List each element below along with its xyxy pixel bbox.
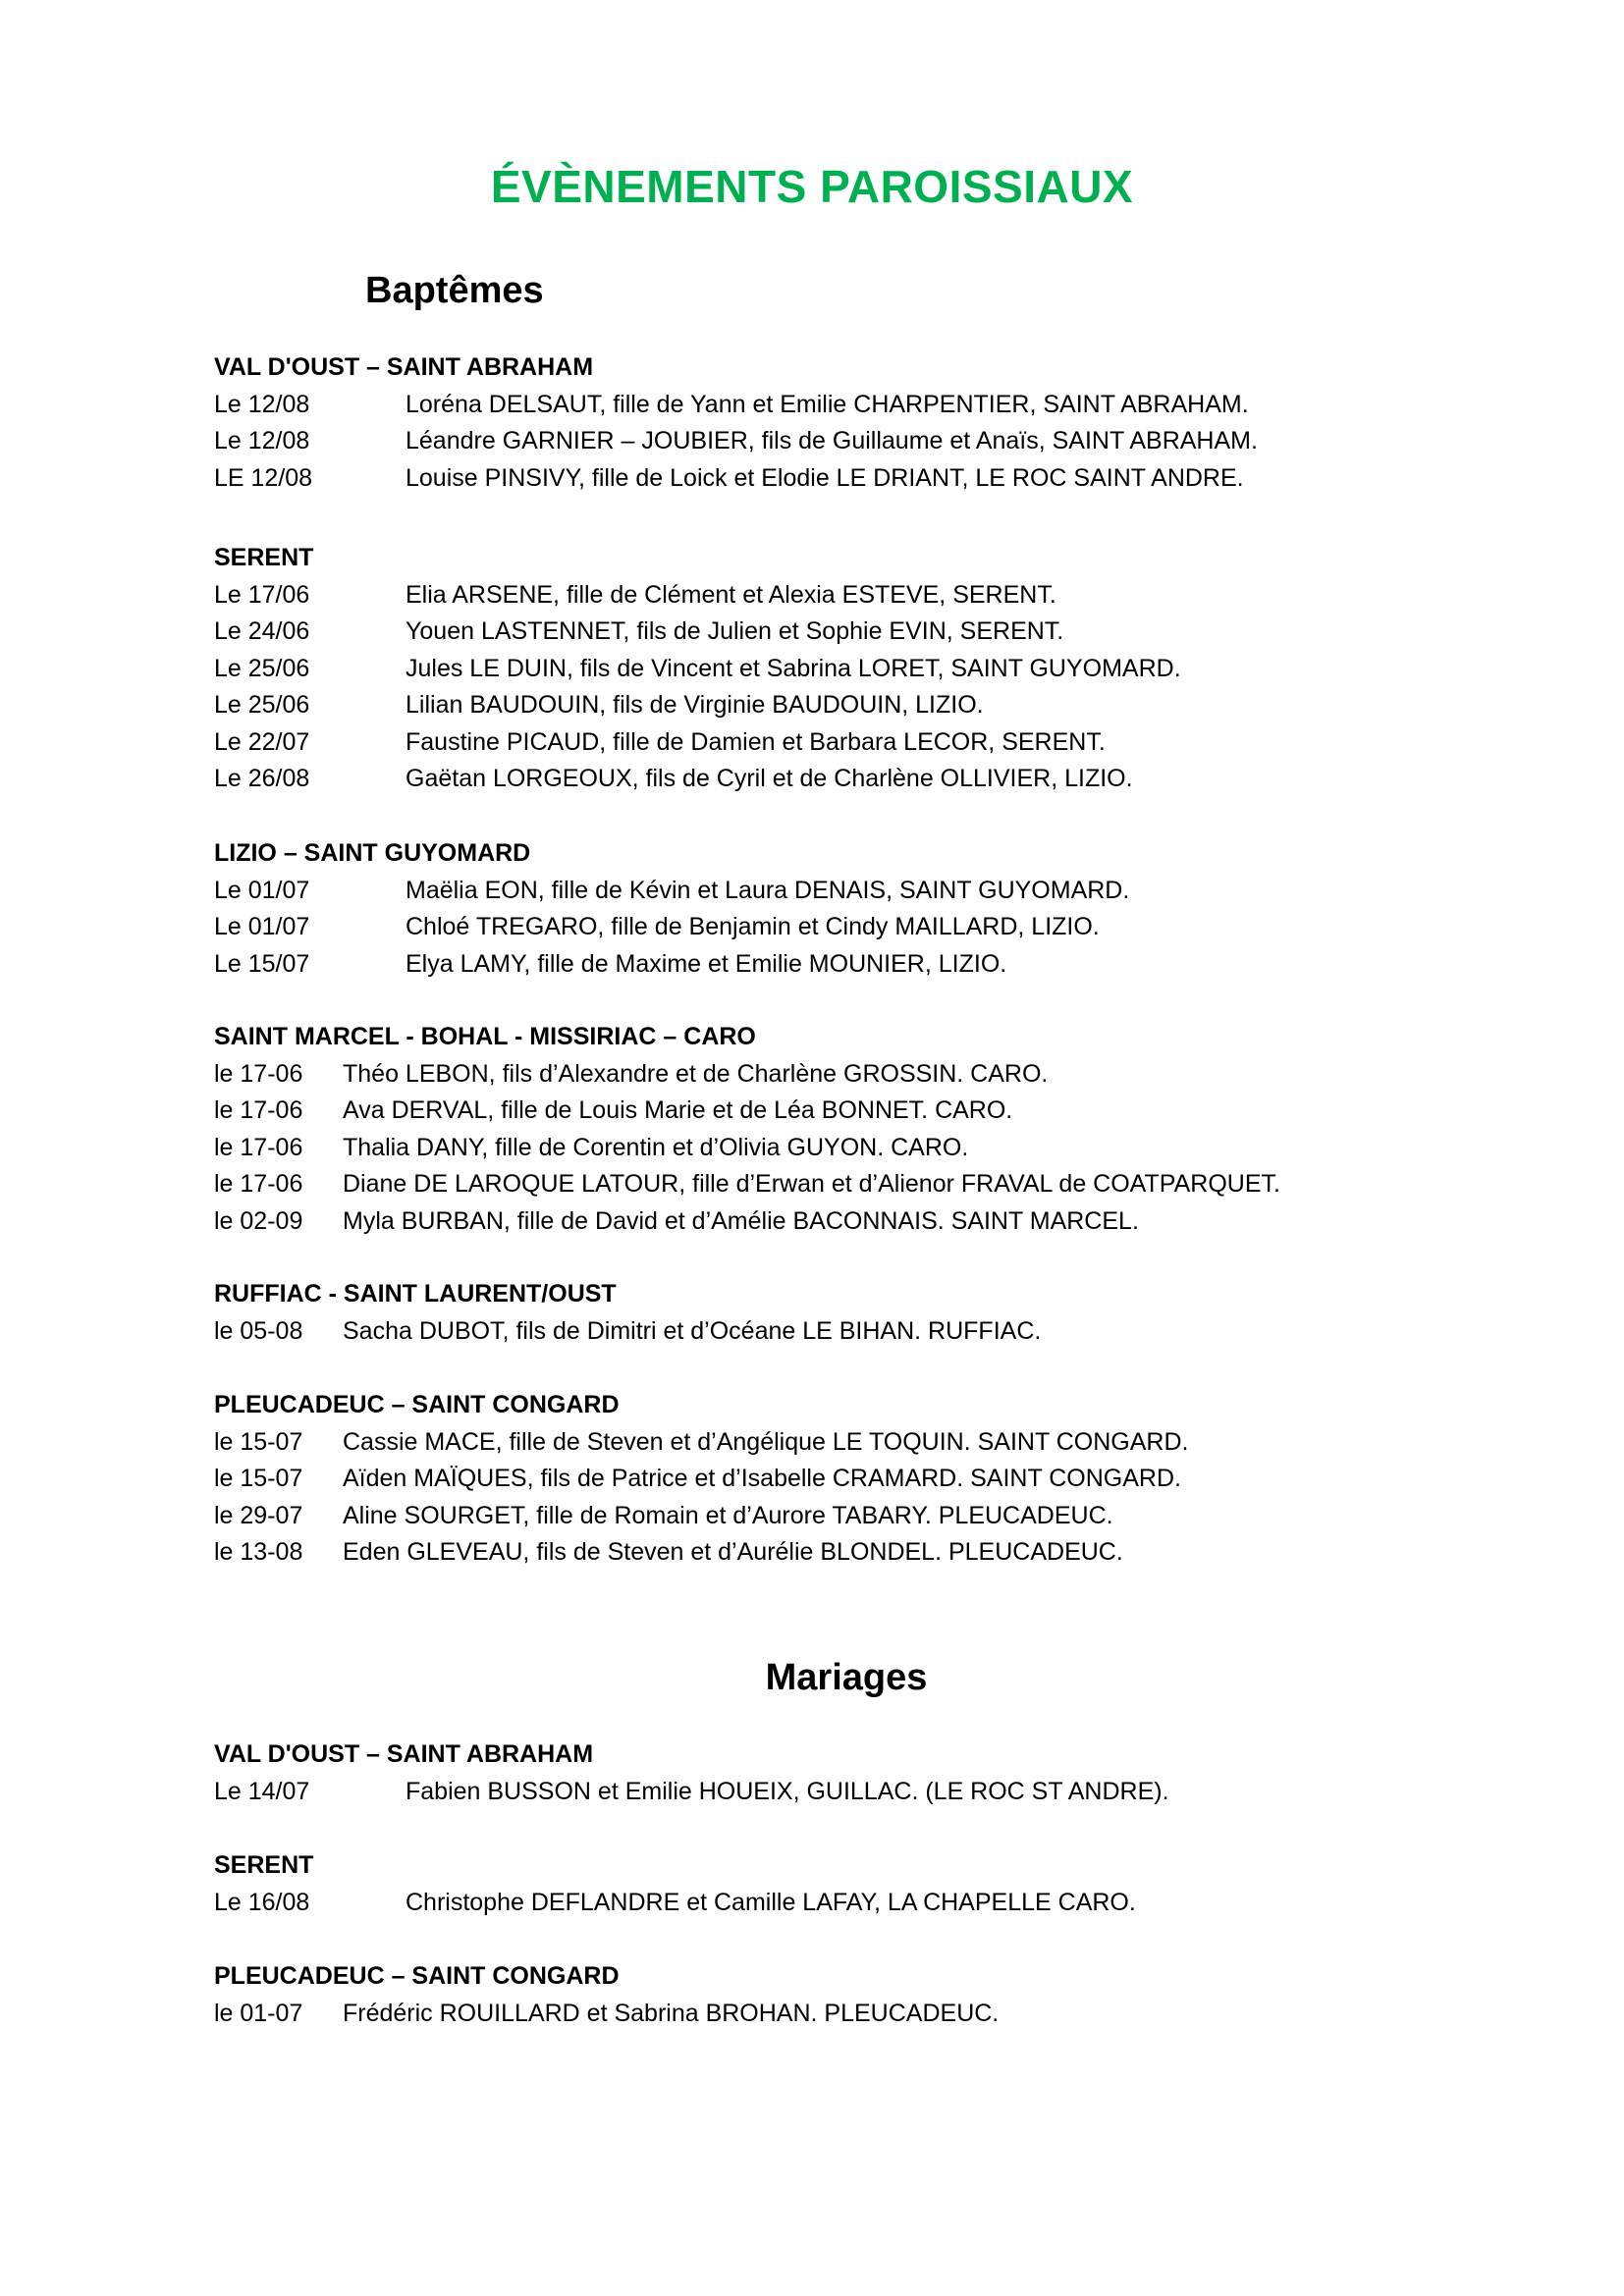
list-item <box>214 687 1490 724</box>
entry-text: Lilian BAUDOUIN, fils de Virginie BAUDOUIN, LIZIO. <box>406 691 984 719</box>
list-item <box>214 761 1490 798</box>
group-heading: RUFFIAC - SAINT LAURENT/OUST <box>214 1280 617 1308</box>
entry-date: le 17-06 <box>214 1133 303 1161</box>
group-heading: PLEUCADEUC – SAINT CONGARD <box>214 1391 620 1418</box>
group-heading: VAL D'OUST – SAINT ABRAHAM <box>214 353 594 381</box>
list-item <box>214 1056 1490 1094</box>
entry-text: Eden GLEVEAU, fils de Steven et d’Aurélie BLONDEL. PLEUCADEUC. <box>343 1538 1123 1566</box>
entry-text: Aïden MAÏQUES, fils de Patrice et d’Isabelle CRAMARD. SAINT CONGARD. <box>343 1465 1181 1492</box>
entry-date: Le 12/08 <box>214 427 310 454</box>
entry-date: le 29-07 <box>214 1501 303 1529</box>
list-item <box>214 423 1490 460</box>
list-item <box>214 1534 1490 1572</box>
entry-text: Faustine PICAUD, fille de Damien et Barbara LECOR, SERENT. <box>406 727 1106 756</box>
list-item <box>214 873 1490 910</box>
list-item <box>214 1774 1490 1811</box>
group-heading: SERENT <box>214 544 314 571</box>
entry-date: le 17-06 <box>214 1096 303 1124</box>
group-heading: VAL D'OUST – SAINT ABRAHAM <box>214 1740 594 1768</box>
group-val-doust-baptemes <box>214 349 1490 497</box>
entry-text: Jules LE DUIN, fils de Vincent et Sabrina LORET, SAINT GUYOMARD. <box>406 654 1181 682</box>
entry-text: Gaëtan LORGEOUX, fils de Cyril et de Charlène OLLIVIER, LIZIO. <box>406 765 1133 792</box>
list-item <box>214 724 1490 762</box>
entry-text: Diane DE LAROQUE LATOUR, fille d’Erwan et d’Alienor FRAVAL de COATPARQUET. <box>343 1170 1280 1198</box>
group-lizio-baptemes <box>214 835 1490 983</box>
list-item <box>214 946 1490 984</box>
entry-date: Le 01/07 <box>214 876 310 904</box>
section-heading-mariages: Mariages <box>765 1657 928 1698</box>
entry-text: Loréna DELSAUT, fille de Yann et Emilie CHARPENTIER, SAINT ABRAHAM. <box>406 390 1249 418</box>
group-heading: PLEUCADEUC – SAINT CONGARD <box>214 1962 620 1990</box>
entry-date: Le 14/07 <box>214 1777 310 1805</box>
list-item <box>214 1424 1490 1462</box>
entry-text: Youen LASTENNET, fils de Julien et Sophie EVIN, SERENT. <box>406 617 1064 645</box>
entry-date: le 17-06 <box>214 1059 303 1088</box>
list-item <box>214 1166 1490 1203</box>
list-item <box>214 1313 1490 1351</box>
group-pleucadeuc-mariages <box>214 1958 1490 2032</box>
entry-date: Le 24/06 <box>214 617 310 645</box>
entry-text: Elya LAMY, fille de Maxime et Emilie MOUNIER, LIZIO. <box>406 949 1007 978</box>
entry-text: Fabien BUSSON et Emilie HOUEIX, GUILLAC. (LE ROC ST ANDRE). <box>406 1777 1169 1805</box>
list-item <box>214 1203 1490 1241</box>
entry-date: Le 25/06 <box>214 691 310 719</box>
entry-date: Le 17/06 <box>214 580 310 609</box>
entry-text: Cassie MACE, fille de Steven et d’Angélique LE TOQUIN. SAINT CONGARD. <box>343 1427 1189 1456</box>
entry-text: Léandre GARNIER – JOUBIER, fils de Guillaume et Anaïs, SAINT ABRAHAM. <box>406 427 1258 454</box>
entry-text: Frédéric ROUILLARD et Sabrina BROHAN. PLEUCADEUC. <box>343 1999 1000 2027</box>
list-item <box>214 909 1490 946</box>
entry-date: Le 01/07 <box>214 913 310 940</box>
list-item <box>214 1093 1490 1130</box>
entry-date: Le 22/07 <box>214 727 310 756</box>
entry-text: Sacha DUBOT, fils de Dimitri et d’Océane LE BIHAN. RUFFIAC. <box>343 1316 1042 1345</box>
entry-date: le 17-06 <box>214 1170 303 1198</box>
page-title: ÉVÈNEMENTS PAROISSIAUX <box>490 161 1134 212</box>
group-serent-baptemes <box>214 540 1490 798</box>
list-item <box>214 1996 1490 2033</box>
entry-date: le 01-07 <box>214 1999 303 2027</box>
entry-date: le 05-08 <box>214 1316 303 1345</box>
entry-date: le 02-09 <box>214 1206 303 1235</box>
group-heading: SAINT MARCEL - BOHAL - MISSIRIAC – CARO <box>214 1023 756 1050</box>
group-val-doust-mariages <box>214 1736 1490 1810</box>
entry-date: le 15-07 <box>214 1465 303 1492</box>
list-item <box>214 1130 1490 1167</box>
entry-text: Elia ARSENE, fille de Clément et Alexia ESTEVE, SERENT. <box>406 580 1056 609</box>
list-item <box>214 614 1490 651</box>
entry-text: Maëlia EON, fille de Kévin et Laura DENAIS, SAINT GUYOMARD. <box>406 876 1130 904</box>
list-item <box>214 1461 1490 1498</box>
group-saint-marcel-baptemes <box>214 1019 1490 1240</box>
list-item <box>214 1498 1490 1535</box>
list-item <box>214 577 1490 614</box>
entry-text: Thalia DANY, fille de Corentin et d’Olivia GUYON. CARO. <box>343 1133 969 1161</box>
group-ruffiac-baptemes <box>214 1276 1490 1350</box>
entry-text: Louise PINSIVY, fille de Loick et Elodie LE DRIANT, LE ROC SAINT ANDRE. <box>406 463 1244 492</box>
entry-date: Le 15/07 <box>214 949 310 978</box>
group-heading: LIZIO – SAINT GUYOMARD <box>214 839 531 867</box>
entry-text: Théo LEBON, fils d’Alexandre et de Charlène GROSSIN. CARO. <box>343 1059 1049 1088</box>
group-serent-mariages <box>214 1847 1490 1921</box>
group-pleucadeuc-baptemes <box>214 1387 1490 1572</box>
entry-date: LE 12/08 <box>214 463 313 492</box>
entry-text: Chloé TREGARO, fille de Benjamin et Cindy MAILLARD, LIZIO. <box>406 913 1100 940</box>
entry-text: Myla BURBAN, fille de David et d’Amélie BACONNAIS. SAINT MARCEL. <box>343 1206 1139 1235</box>
entry-date: le 15-07 <box>214 1427 303 1456</box>
entry-text: Christophe DEFLANDRE et Camille LAFAY, LA CHAPELLE CARO. <box>406 1888 1136 1916</box>
entry-date: Le 26/08 <box>214 765 310 792</box>
group-heading: SERENT <box>214 1851 314 1879</box>
list-item <box>214 1885 1490 1922</box>
list-item <box>214 387 1490 424</box>
list-item <box>214 651 1490 688</box>
section-heading-baptemes: Baptêmes <box>365 270 544 311</box>
entry-date: Le 12/08 <box>214 390 310 418</box>
entry-date: Le 25/06 <box>214 654 310 682</box>
entry-text: Aline SOURGET, fille de Romain et d’Aurore TABARY. PLEUCADEUC. <box>343 1501 1113 1529</box>
list-item <box>214 460 1490 498</box>
entry-date: le 13-08 <box>214 1538 303 1566</box>
entry-text: Ava DERVAL, fille de Louis Marie et de Léa BONNET. CARO. <box>343 1096 1013 1124</box>
entry-date: Le 16/08 <box>214 1888 310 1916</box>
